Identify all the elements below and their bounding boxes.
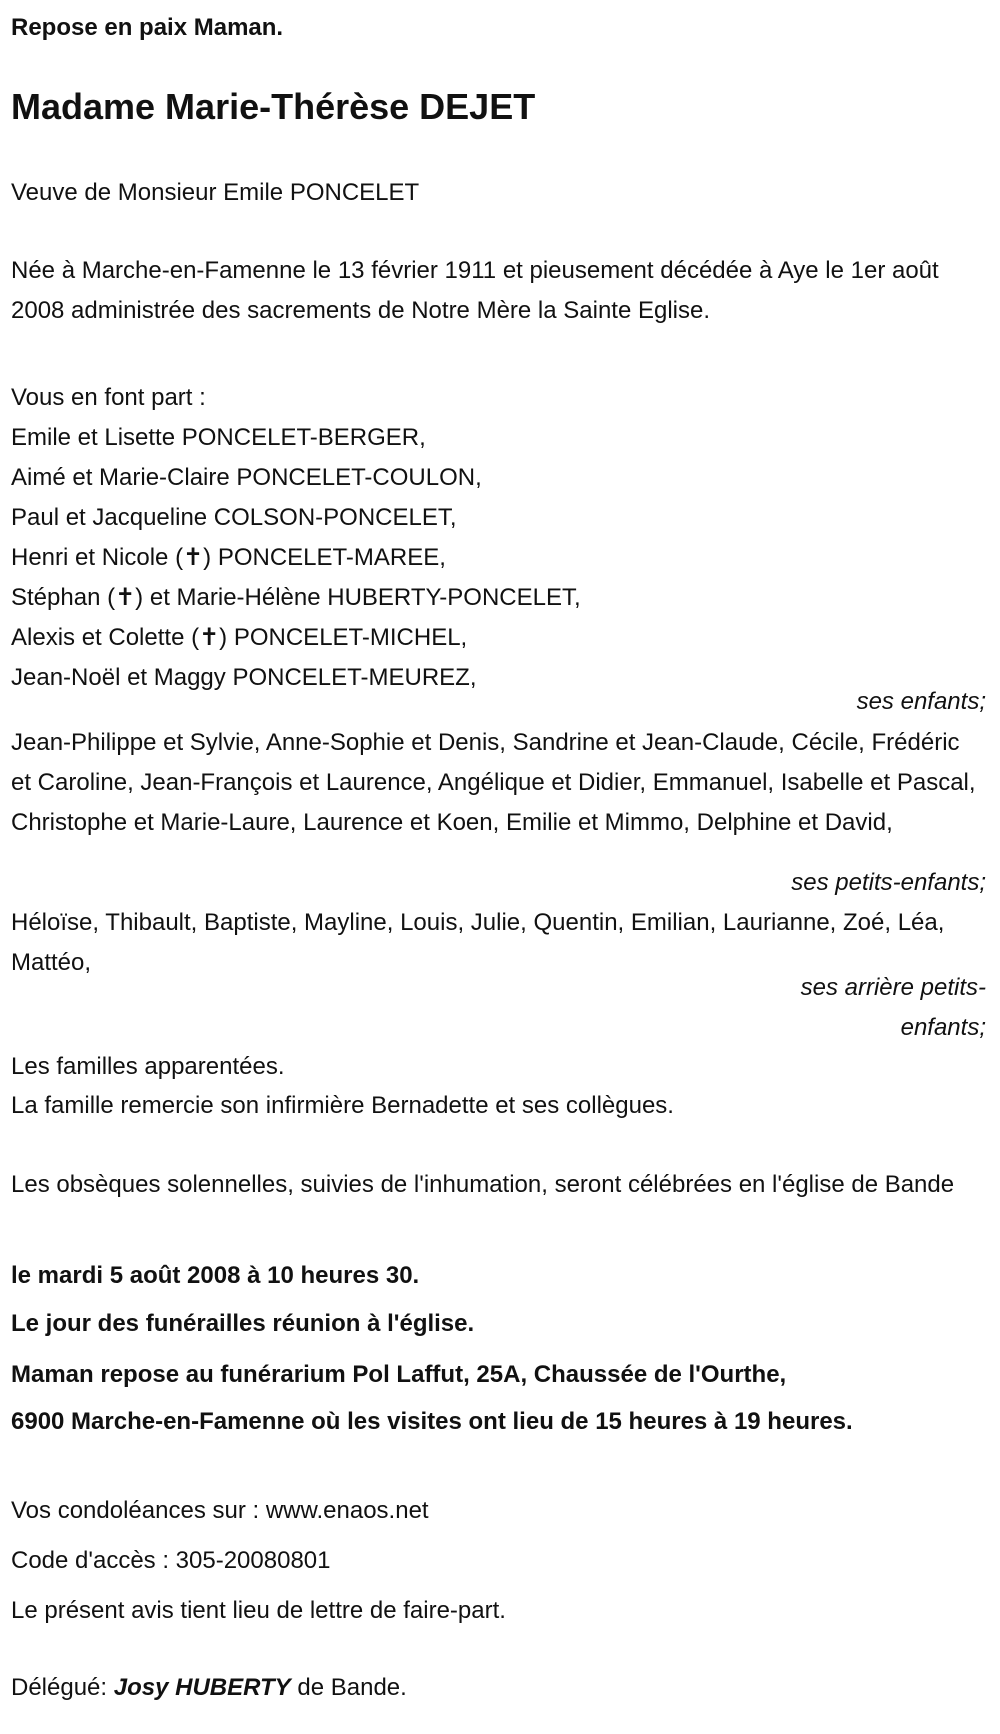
list-item: Paul et Jacqueline COLSON-PONCELET, — [11, 504, 457, 531]
delegate-name: Josy HUBERTY — [113, 1674, 291, 1701]
header-text: Repose en paix Maman. — [11, 14, 284, 41]
list-item: Alexis et Colette (✝) PONCELET-MICHEL, — [11, 624, 468, 651]
great-grandchildren-paragraph: Héloïse, Thibault, Baptiste, Mayline, Louis, Julie, Quentin, Emilian, Laurianne, Zoé, Léa, Mattéo, — [11, 909, 945, 976]
funeral-paragraph: Les obsèques solennelles, suivies de l'inhumation, seront célébrées en l'église de Bande — [11, 1171, 955, 1198]
thanks-line: La famille remercie son infirmière Bernadette et ses collègues. — [11, 1092, 674, 1119]
access-code-line: Code d'accès : 305-20080801 — [11, 1547, 331, 1574]
list-item: Aimé et Marie-Claire PONCELET-COULON, — [11, 464, 482, 491]
children-label: ses enfants; — [856, 688, 986, 715]
delegate-line — [11, 1668, 986, 1708]
grandchildren-paragraph: Jean-Philippe et Sylvie, Anne-Sophie et Denis, Sandrine et Jean-Claude, Cécile, Frédéric et Caroline, Jean-François et Laurence, Angélique et Didier, Emmanuel, Isabelle et Pascal, Christophe et Marie-Laure, Laurence et Koen, Emilie et Mimmo, Delphine et David, — [11, 729, 976, 836]
list-item: Jean-Noël et Maggy PONCELET-MEUREZ, — [11, 664, 477, 691]
list-item: Henri et Nicole (✝) PONCELET-MAREE, — [11, 544, 446, 571]
children-list — [11, 418, 986, 698]
grandchildren-label: ses petits-enfants; — [791, 869, 986, 896]
delegate-prefix: Délégué: — [11, 1674, 114, 1701]
condolences-line: Vos condoléances sur : www.enaos.net — [11, 1497, 429, 1524]
widow-line: Veuve de Monsieur Emile PONCELET — [11, 179, 420, 206]
birth-death-paragraph: Née à Marche-en-Famenne le 13 février 1911 et pieusement décédée à Aye le 1er août 2008 administrée des sacrements de Notre Mère la Sainte Eglise. — [11, 257, 939, 324]
great-grandchildren-label: ses arrière petits-enfants; — [800, 974, 986, 1041]
delegate-suffix: de Bande. — [290, 1674, 407, 1701]
list-item: Stéphan (✝) et Marie-Hélène HUBERTY-PONCELET, — [11, 584, 581, 611]
announce-intro: Vous en font part : — [11, 384, 206, 411]
relatives-line: Les familles apparentées. — [11, 1053, 285, 1080]
meeting-line: Le jour des funérailles réunion à l'église. — [11, 1310, 475, 1337]
rest-line-1: Maman repose au funérarium Pol Laffut, 25A, Chaussée de l'Ourthe, — [11, 1361, 787, 1388]
rest-line-2: 6900 Marche-en-Famenne où les visites ont lieu de 15 heures à 19 heures. — [11, 1408, 853, 1435]
deceased-name: Madame Marie-Thérèse DEJET — [11, 86, 536, 127]
list-item: Emile et Lisette PONCELET-BERGER, — [11, 424, 426, 451]
notice-line: Le présent avis tient lieu de lettre de faire-part. — [11, 1597, 506, 1624]
funeral-date: le mardi 5 août 2008 à 10 heures 30. — [11, 1262, 420, 1289]
